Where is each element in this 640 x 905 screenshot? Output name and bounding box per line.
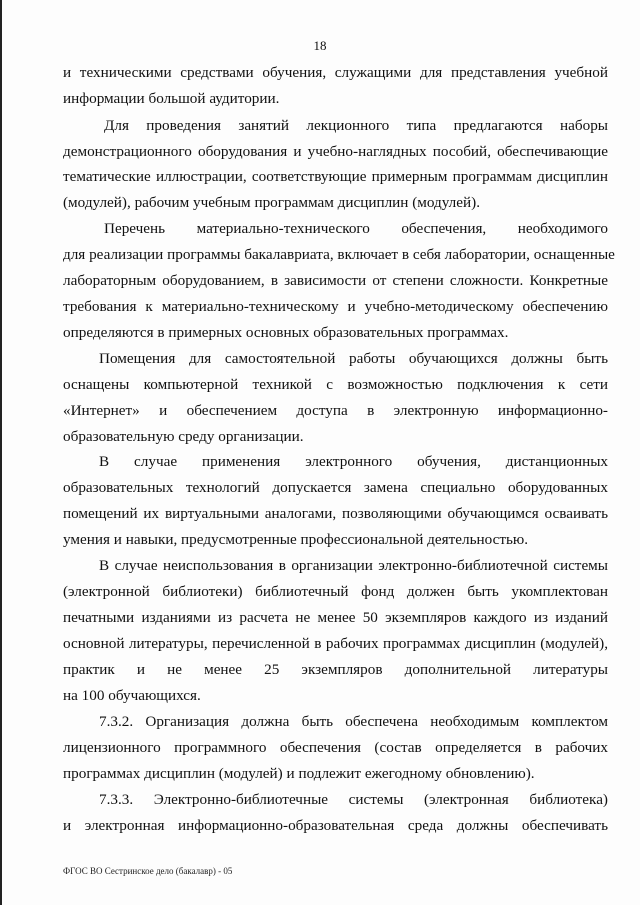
text-line: определяются в примерных основных образовательных программах. (63, 324, 509, 341)
text-line: тематические иллюстрации, соответствующие примерным программам дисциплин (63, 168, 608, 185)
text-line: образовательных технологий допускается замена специально оборудованных (63, 479, 608, 496)
page-number: 18 (313, 38, 327, 53)
text-line: лицензионного программного обеспечения (состав определяется в рабочих (63, 739, 608, 756)
text-line: (модулей), рабочим учебным программам дисциплин (модулей). (63, 194, 480, 211)
text-line: В случае неиспользования в организации электронно-библиотечной системы (99, 557, 608, 574)
text-line: лабораторным оборудованием, в зависимости от степени сложности. Конкретные (63, 272, 608, 289)
text-line: (электронной библиотеки) библиотечный фонд должен быть укомплектован (63, 583, 608, 600)
scan-left-edge (0, 0, 2, 905)
text-line: Для проведения занятий лекционного типа предлагаются наборы (104, 117, 608, 134)
text-line: образовательную среду организации. (63, 428, 304, 445)
text-line: «Интернет» и обеспечением доступа в электронную информационно- (63, 402, 608, 419)
text-line: 7.3.3. Электронно-библиотечные системы (электронная библиотека) (99, 791, 608, 808)
text-line: на 100 обучающихся. (63, 687, 201, 704)
text-line: помещений их виртуальными аналогами, позволяющими обучающимся осваивать (63, 505, 608, 522)
text-line: программах дисциплин (модулей) и подлежит ежегодному обновлению). (63, 765, 535, 782)
text-line: 7.3.2. Организация должна быть обеспечена необходимым комплектом (99, 713, 608, 730)
text-line: для реализации программы бакалавриата, включает в себя лаборатории, оснащенные (63, 246, 615, 263)
text-line: оснащены компьютерной техникой с возможностью подключения к сети (63, 376, 608, 393)
text-line: основной литературы, перечисленной в рабочих программах дисциплин (модулей), (63, 635, 608, 652)
text-line: практик и не менее 25 экземпляров дополнительной литературы (63, 661, 608, 678)
text-line: умения и навыки, предусмотренные профессиональной деятельностью. (63, 531, 529, 548)
text-line: демонстрационного оборудования и учебно-наглядных пособий, обеспечивающие (63, 143, 608, 160)
text-line: информации большой аудитории. (63, 90, 280, 107)
text-line: печатными изданиями из расчета не менее 50 экземпляров каждого из изданий (63, 609, 608, 626)
text-line: и электронная информационно-образовательная среда должны обеспечивать (63, 817, 608, 834)
text-line: Перечень материально-технического обеспечения, необходимого (104, 220, 608, 237)
document-footer: ФГОС ВО Сестринское дело (бакалавр) - 05 (63, 866, 233, 876)
text-line: требования к материально-техническому и учебно-методическому обеспечению (63, 298, 608, 315)
text-line: Помещения для самостоятельной работы обучающихся должны быть (99, 350, 608, 367)
text-line: и техническими средствами обучения, служащими для представления учебной (63, 64, 608, 81)
text-line: В случае применения электронного обучения, дистанционных (99, 453, 608, 470)
